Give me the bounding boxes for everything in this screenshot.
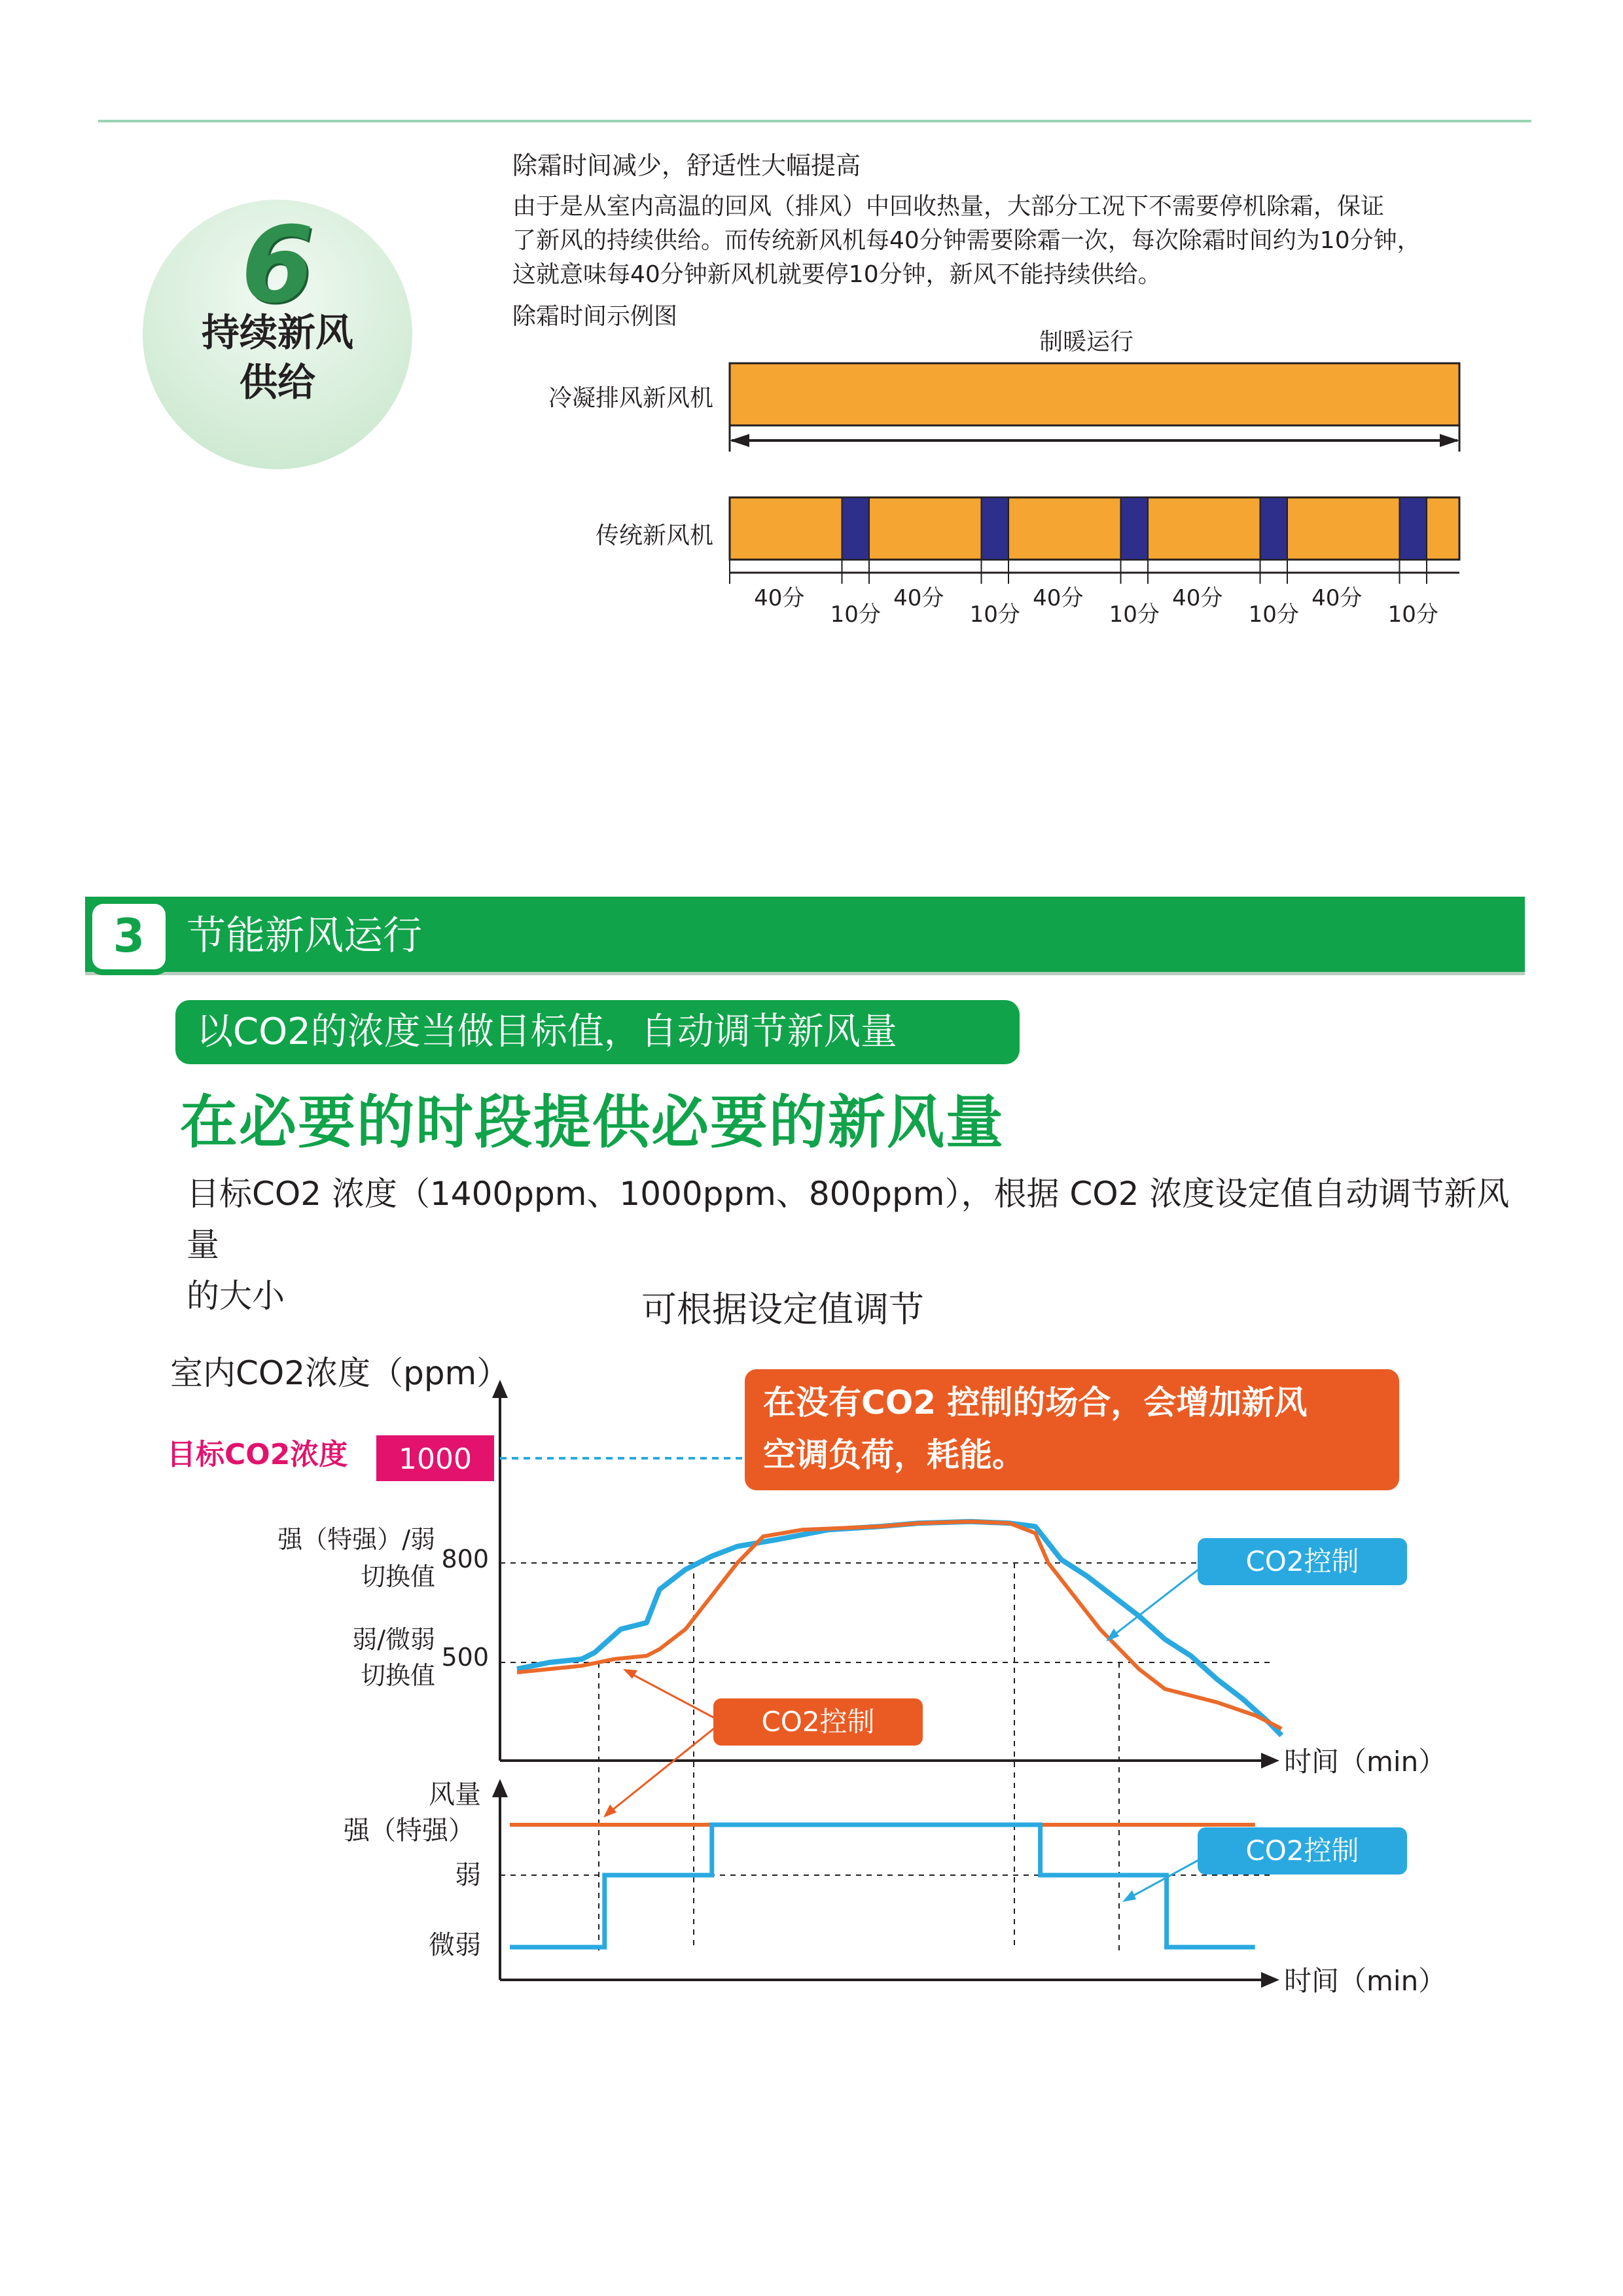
- target-label: 目标CO2浓度: [167, 1438, 348, 1471]
- lower-x-arrow: [1261, 1972, 1279, 1988]
- callout-no-control-line1: 在没有CO2 控制的场合，会增加新风: [763, 1384, 1308, 1422]
- chart-title: 可根据设定值调节: [641, 1289, 924, 1330]
- callout-no-control-line2: 空调负荷，耗能。: [763, 1436, 1025, 1474]
- subtitle-pill-text: 以CO2的浓度当做目标值，自动调节新风量: [196, 1011, 897, 1053]
- feature-paragraph-line1: 由于是从室内高温的回风（排风）中回收热量，大部分工况下不需要停机除霜，保证: [512, 193, 1385, 220]
- callout-blue-lower-text: CO2控制: [1245, 1835, 1359, 1867]
- section-body-line1: 目标CO2 浓度（1400ppm、1000ppm、800ppm），根据 CO2 浓度设定值自动调节新风量: [187, 1175, 1510, 1264]
- segment-label-defrost: 10分: [1248, 601, 1299, 628]
- callout-red-arrowhead-b: [603, 1804, 616, 1818]
- defrost-top-label: 制暖运行: [1039, 329, 1134, 355]
- row1-arrow-right: [1440, 434, 1459, 447]
- row2-label: 传统新风机: [595, 522, 713, 549]
- feature-number: 6: [241, 204, 314, 326]
- fan-line-co2-control: [510, 1825, 1255, 1947]
- co2-chart: [131, 1342, 1505, 2029]
- upper-y-label: 室内CO2浓度（ppm）: [170, 1354, 510, 1392]
- upper-x-label: 时间（min）: [1284, 1746, 1446, 1778]
- row1-label: 冷凝排风新风机: [548, 385, 713, 412]
- defrost-block: [1260, 497, 1288, 560]
- top-divider: [98, 120, 1531, 122]
- callout-blue-lower-arrowhead: [1122, 1890, 1136, 1902]
- level-micro: 微弱: [429, 1930, 481, 1960]
- callout-red-arrowhead-a: [623, 1669, 637, 1679]
- segment-label-run: 40分: [1033, 585, 1084, 611]
- row2-bar: [730, 497, 1459, 560]
- callout-red-pointer-a: [628, 1672, 715, 1718]
- segment-label-run: 40分: [1311, 585, 1363, 611]
- tick-500-label-line1: 弱/微弱: [352, 1625, 435, 1654]
- lower-x-label: 时间（min）: [1284, 1965, 1446, 1997]
- tick-500-label-line2: 切换值: [360, 1661, 435, 1690]
- segment-label-run: 40分: [893, 585, 944, 611]
- row1-bar: [730, 363, 1459, 425]
- defrost-block: [982, 497, 1009, 560]
- feature-title: [143, 308, 412, 407]
- section-headline: 在必要的时段提供必要的新风量: [180, 1088, 1005, 1156]
- level-weak: 弱: [455, 1860, 481, 1890]
- segment-label-run: 40分: [754, 585, 805, 611]
- defrost-block: [1400, 497, 1427, 560]
- segment-label-run: 40分: [1172, 585, 1223, 611]
- feature-title-line1: 持续新风: [201, 310, 353, 355]
- defrost-block: [1121, 497, 1149, 560]
- feature-paragraph-line2: 了新风的持续供给。而传统新风机每40分钟需要除霜一次，每次除霜时间约为10分钟，: [512, 227, 1421, 254]
- callout-red-text: CO2控制: [761, 1706, 875, 1738]
- lower-y-label: 风量: [429, 1780, 481, 1810]
- section-title: 节能新风运行: [187, 913, 422, 959]
- tick-800: 800: [441, 1545, 489, 1573]
- level-strong: 强（特强）: [344, 1816, 474, 1846]
- feature-paragraph: [512, 190, 1533, 292]
- diagram-label: 除霜时间示例图: [512, 303, 678, 330]
- segment-label-defrost: 10分: [1387, 601, 1438, 628]
- segment-label-defrost: 10分: [830, 601, 881, 628]
- callout-red-pointer-b: [609, 1728, 715, 1813]
- defrost-diagram: [510, 321, 1479, 655]
- upper-x-arrow: [1261, 1753, 1279, 1768]
- feature-heading: 除霜时间减少，舒适性大幅提高: [512, 151, 861, 180]
- row1-arrow-left: [730, 434, 749, 447]
- lower-y-arrow: [492, 1779, 508, 1797]
- segment-label-defrost: 10分: [1109, 601, 1160, 628]
- section-number: 3: [86, 898, 171, 975]
- target-value: 1000: [399, 1443, 472, 1476]
- feature-paragraph-line3: 这就意味每40分钟新风机就要停10分钟，新风不能持续供给。: [512, 261, 1162, 288]
- callout-blue-upper-text: CO2控制: [1245, 1545, 1359, 1577]
- tick-500: 500: [441, 1643, 489, 1672]
- segment-label-defrost: 10分: [969, 601, 1020, 628]
- tick-800-label-line1: 强（特强）/弱: [277, 1525, 435, 1554]
- section-body-line2: 的大小: [187, 1277, 285, 1315]
- feature-title-line2: 供给: [239, 360, 315, 404]
- defrost-block: [842, 497, 870, 560]
- tick-800-label-line2: 切换值: [360, 1562, 435, 1591]
